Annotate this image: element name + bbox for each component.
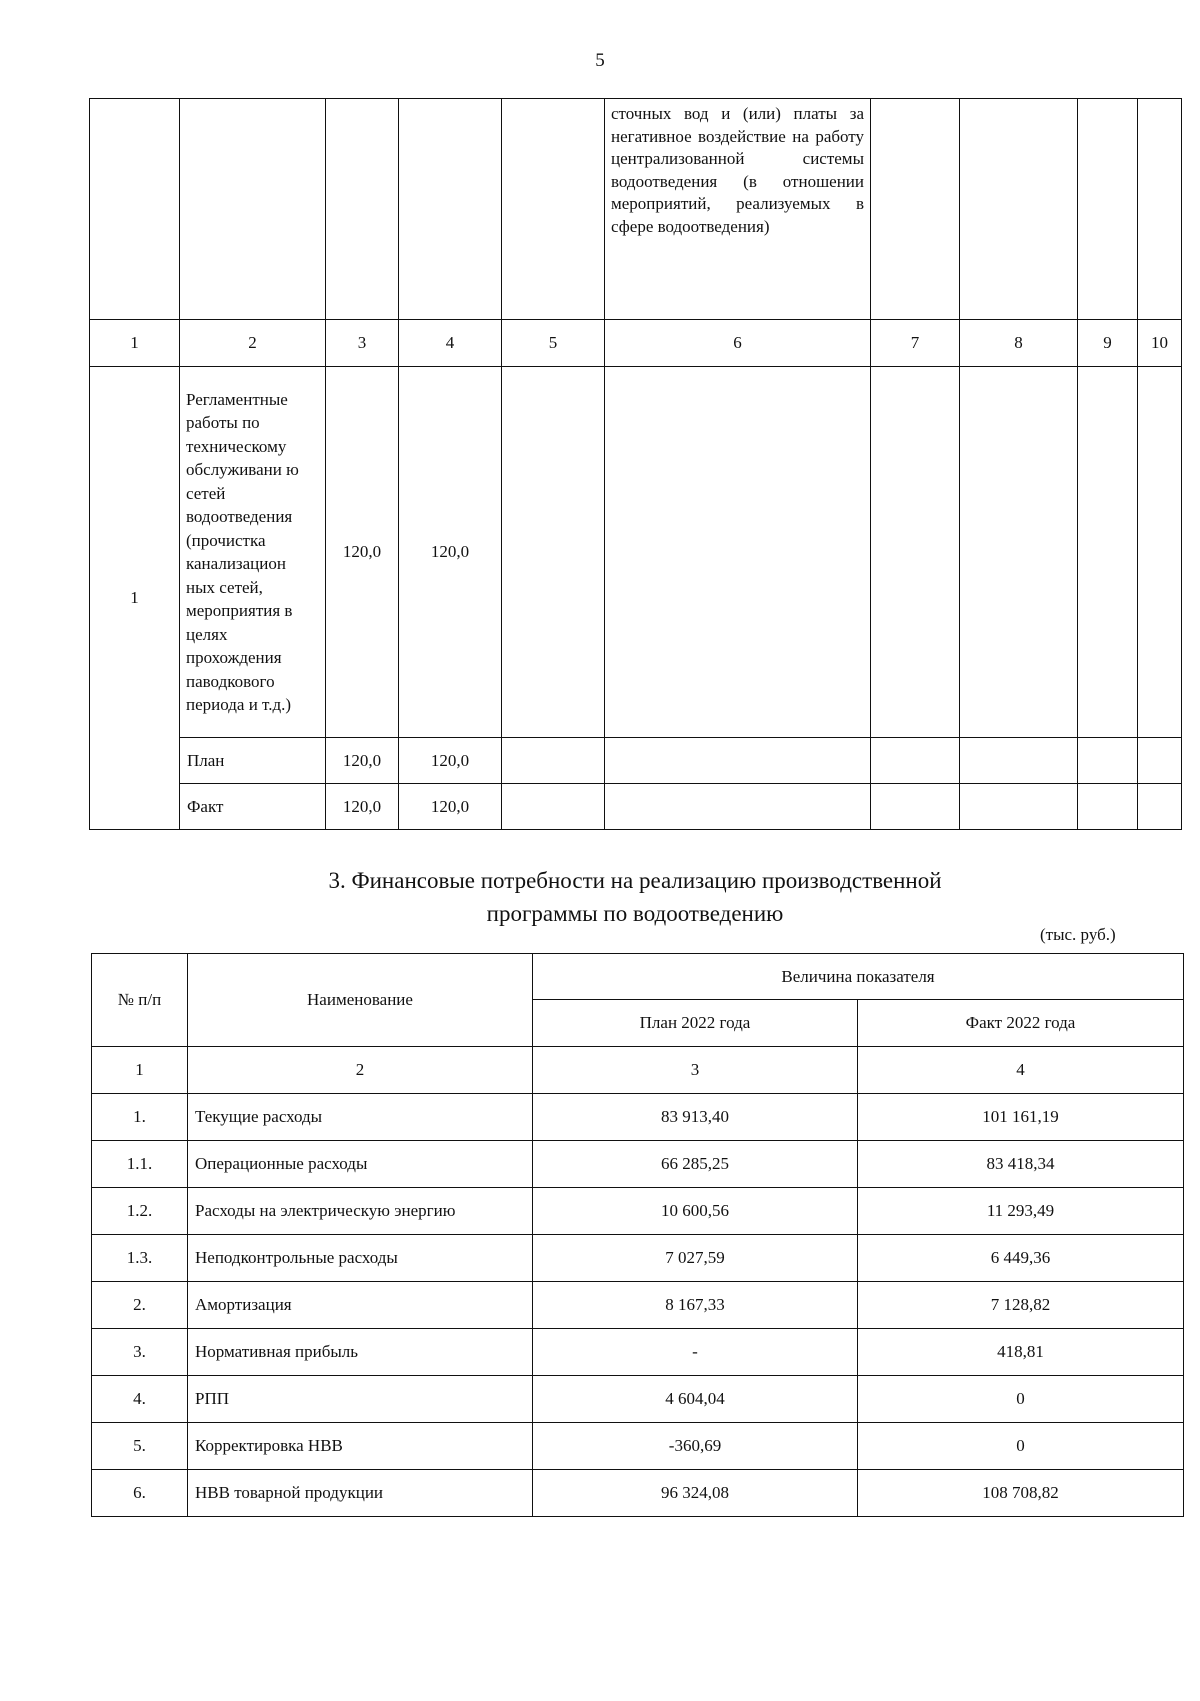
row-number: 2. <box>92 1282 188 1329</box>
empty-cell <box>1078 738 1138 784</box>
row-plan: 83 913,40 <box>533 1094 858 1141</box>
column-number: 10 <box>1138 320 1182 367</box>
column-number: 7 <box>871 320 960 367</box>
column-number: 1 <box>92 1047 188 1094</box>
plan-col4: 120,0 <box>399 738 502 784</box>
column-number: 4 <box>399 320 502 367</box>
section-title <box>0 864 1200 930</box>
row-name: Неподконтрольные расходы <box>188 1235 533 1282</box>
column-number: 3 <box>326 320 399 367</box>
section-title-line1: 3. Финансовые потребности на реализацию производственной <box>328 868 942 893</box>
row-plan: 96 324,08 <box>533 1470 858 1517</box>
value-col7 <box>871 367 960 738</box>
row-name: Расходы на электрическую энергию <box>188 1188 533 1235</box>
row-plan: 4 604,04 <box>533 1376 858 1423</box>
empty-cell <box>960 784 1078 830</box>
empty-cell <box>871 738 960 784</box>
empty-cell <box>1078 784 1138 830</box>
row-number: 1 <box>90 367 180 830</box>
table-row <box>92 1094 1184 1141</box>
page-number: 5 <box>595 50 605 71</box>
plan-col3: 120,0 <box>326 738 399 784</box>
plan-label: План <box>180 738 326 784</box>
header-cell <box>871 99 960 320</box>
row-plan: 7 027,59 <box>533 1235 858 1282</box>
row-name: РПП <box>188 1376 533 1423</box>
row-fact: 108 708,82 <box>858 1470 1184 1517</box>
section-title-line2: программы по водоотведению <box>486 901 784 926</box>
header-cell <box>960 99 1078 320</box>
row-name: НВВ товарной продукции <box>188 1470 533 1517</box>
table-row <box>92 1470 1184 1517</box>
value-col6 <box>605 367 871 738</box>
value-col3: 120,0 <box>326 367 399 738</box>
header-cell <box>1138 99 1182 320</box>
table-row <box>92 1376 1184 1423</box>
header-cell <box>502 99 605 320</box>
value-col10 <box>1138 367 1182 738</box>
row-plan: 8 167,33 <box>533 1282 858 1329</box>
row-fact: 6 449,36 <box>858 1235 1184 1282</box>
empty-cell <box>605 784 871 830</box>
row-fact: 0 <box>858 1423 1184 1470</box>
header-fact: Факт 2022 года <box>858 1000 1184 1047</box>
column-number: 1 <box>90 320 180 367</box>
units-label: (тыс. руб.) <box>1040 925 1116 944</box>
table-row <box>92 1329 1184 1376</box>
table-row <box>92 1141 1184 1188</box>
header-row <box>92 954 1184 1000</box>
financial-needs-table <box>91 953 1184 1517</box>
fact-row <box>90 784 1182 830</box>
row-number: 6. <box>92 1470 188 1517</box>
header-cell <box>399 99 502 320</box>
row-fact: 11 293,49 <box>858 1188 1184 1235</box>
row-name: Корректировка НВВ <box>188 1423 533 1470</box>
row-plan: 10 600,56 <box>533 1188 858 1235</box>
header-cell <box>1078 99 1138 320</box>
fact-col4: 120,0 <box>399 784 502 830</box>
header-cell <box>326 99 399 320</box>
column-number: 8 <box>960 320 1078 367</box>
row-fact: 101 161,19 <box>858 1094 1184 1141</box>
row-fact: 7 128,82 <box>858 1282 1184 1329</box>
empty-cell <box>605 738 871 784</box>
table-row <box>92 1282 1184 1329</box>
header-cell <box>180 99 326 320</box>
empty-cell <box>960 738 1078 784</box>
row-name: Амортизация <box>188 1282 533 1329</box>
table-row <box>92 1188 1184 1235</box>
header-cell <box>90 99 180 320</box>
row-name: Нормативная прибыль <box>188 1329 533 1376</box>
empty-cell <box>502 738 605 784</box>
row-plan: 66 285,25 <box>533 1141 858 1188</box>
row-number: 1.1. <box>92 1141 188 1188</box>
row-number: 1.3. <box>92 1235 188 1282</box>
header-plan: План 2022 года <box>533 1000 858 1047</box>
row-plan: - <box>533 1329 858 1376</box>
row-number: 3. <box>92 1329 188 1376</box>
column-number: 5 <box>502 320 605 367</box>
column-number: 6 <box>605 320 871 367</box>
table-row <box>90 367 1182 738</box>
row-number: 4. <box>92 1376 188 1423</box>
activities-table-continued <box>89 98 1182 830</box>
fact-col3: 120,0 <box>326 784 399 830</box>
header-num: № п/п <box>92 954 188 1047</box>
empty-cell <box>1138 784 1182 830</box>
column-number-row <box>90 320 1182 367</box>
column-number: 3 <box>533 1047 858 1094</box>
row-number: 1.2. <box>92 1188 188 1235</box>
column-number: 4 <box>858 1047 1184 1094</box>
column-number: 2 <box>180 320 326 367</box>
row-fact: 0 <box>858 1376 1184 1423</box>
header-cell-col6: сточных вод и (или) платы за негативное воздействие на работу централизованной системы водоотведения (в отношении мероприятий, реализуемых в сфере водоотведения) <box>605 99 871 320</box>
fact-label: Факт <box>180 784 326 830</box>
header-group: Величина показателя <box>533 954 1184 1000</box>
value-col8 <box>960 367 1078 738</box>
column-number: 9 <box>1078 320 1138 367</box>
value-col4: 120,0 <box>399 367 502 738</box>
value-col9 <box>1078 367 1138 738</box>
row-name: Текущие расходы <box>188 1094 533 1141</box>
table-row <box>92 1235 1184 1282</box>
table-row <box>92 1423 1184 1470</box>
row-number: 1. <box>92 1094 188 1141</box>
header-name: Наименование <box>188 954 533 1047</box>
row-fact: 83 418,34 <box>858 1141 1184 1188</box>
column-number-row <box>92 1047 1184 1094</box>
activity-name: Регламентные работы по техническому обслуживани ю сетей водоотведения (прочистка канализацион ных сетей, мероприятия в целях прохождения паводкового периода и т.д.) <box>180 367 326 738</box>
empty-cell <box>1138 738 1182 784</box>
empty-cell <box>502 784 605 830</box>
empty-cell <box>871 784 960 830</box>
plan-row <box>90 738 1182 784</box>
column-number: 2 <box>188 1047 533 1094</box>
row-plan: -360,69 <box>533 1423 858 1470</box>
row-fact: 418,81 <box>858 1329 1184 1376</box>
header-continuation-row <box>90 99 1182 320</box>
row-name: Операционные расходы <box>188 1141 533 1188</box>
row-number: 5. <box>92 1423 188 1470</box>
value-col5 <box>502 367 605 738</box>
